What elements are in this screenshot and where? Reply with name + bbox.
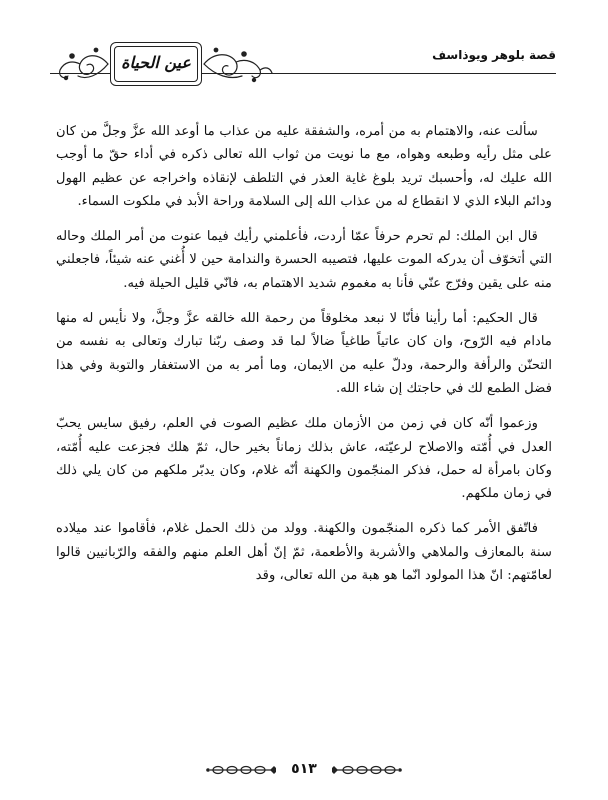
series-title-cartouche [110,42,202,86]
page-header [50,30,556,94]
paragraph-5: فاتّفق الأمر كما ذكره المنجّمون والكهنة. وولد من ذلك الحمل غلام، فأقاموا عند ميلاده سنة بالمعازف والملاهي والأشربة والأطعمة، ثمّ إنّ أهل العلم منهم والفقه والرّبانيين قالوا لعامّتهم: انّ هذا المولود انّما هو هبة من الله تعالى، وقد [56,521,552,584]
series-title: عين الحياة [121,53,191,72]
paragraph-4: وزعموا أنّه كان في زمن من الأزمان ملك عظيم الصوت في العلم، رفيق سايس يحبّ العدل في أُمّته والاصلاح لرعيّته، عاش بذلك زماناً بخير حال، ثمّ هلك فجزعت عليه أُمّته، وكان بامرأة له حمل، فذكر المنجّمون والكهنة أنّه غلام، وكان يدبّر ملكهم من كان يلي ذلك في زمان ملكهم. [56,416,552,502]
paragraph-3: قال الحكيم: أما رأينا فأنّا لا نبعد مخلوقاً من رحمة الله خالقه عزَّ وجلَّ، ولا نأيس له منها مادام فيه الرّوح، وان كان عاتياً طاغياً ضالاً لما قد وصف ربّنا تبارك وتعالى به نفسه من التحنّن والرأفة والرحمة، ودلّ عليه من الايمان، وما أمر به من الاستغفار والتوبة وفي هذا فضل الطمع لك في حاجتك إن شاء الله. [56,311,552,396]
paragraph-2: قال ابن الملك: لم تحرم حرفاً عمّا أردت، فأعلمني رأيك فيما عنوت من أمر الملك وحاله التي أتخوّف أن يدركه الموت عليها، فتصيبه الحسرة والندامة حين لا أُغني عنه شيئاً، فاجعلني منه على يقين وفرّج عنّي فأنا به مغموم شديد الاهتمام به، فانّي قليل الحيلة فيه. [56,229,552,291]
page-number: ٥١٣ [276,761,332,777]
paragraph-1: سألت عنه، والاهتمام به من أمره، والشفقة عليه من عذاب ما أوعد الله عزَّ وجلَّ من كان على مثل رأيه وطبعه وهواه، مع ما نويت من ثواب الله تعالى ذكره في أداء حقّ ما أوجب الله عليك له، وأحسبك تريد بلوغ غاية العذر في التلطف لإنقاذه واخراجه عن عظيم الهول ودائم البلاء الذي لا انقطاع له من عذاب الله إلى السلامة وراحة الأبد في ملكوت السماء. [56,124,552,209]
book-title: قصة بلوهر ويوذاسف [432,48,556,62]
page-footer [204,758,404,782]
page-body [56,120,552,599]
